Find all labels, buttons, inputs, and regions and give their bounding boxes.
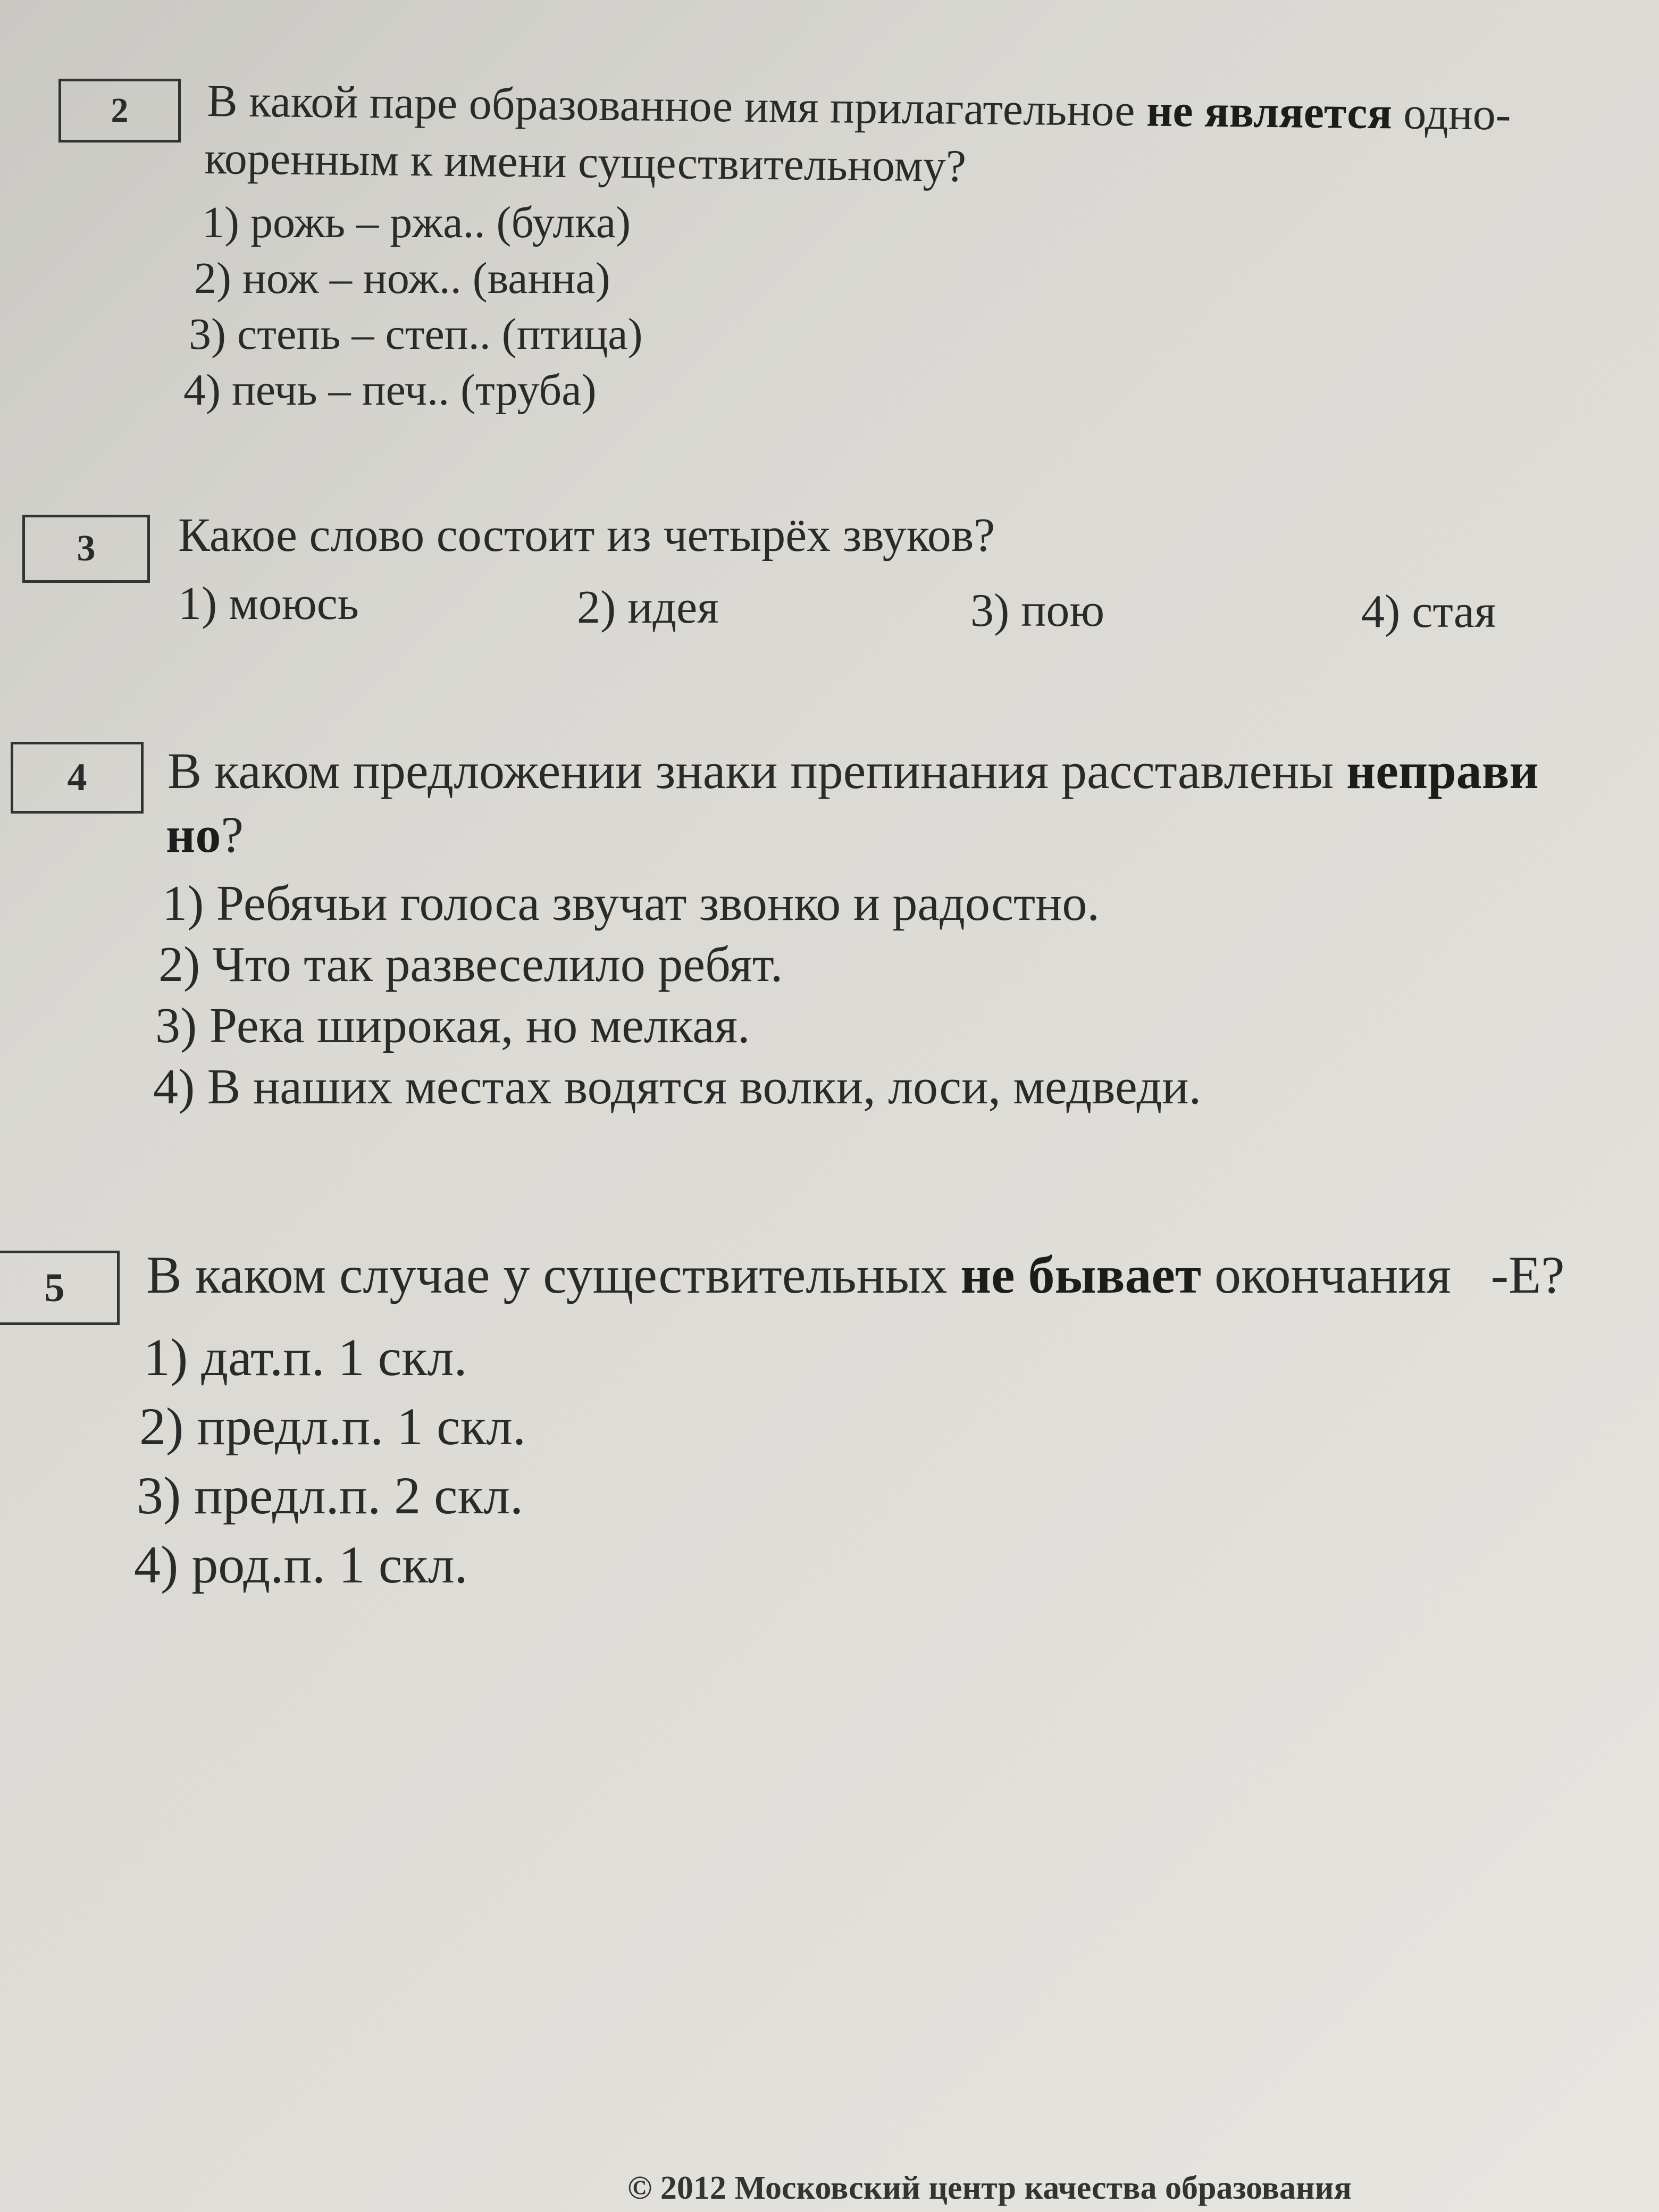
question-emphasis: не является	[1146, 85, 1393, 139]
question-emphasis: неправи	[1346, 742, 1539, 799]
task-question: коренным к имени существительному?	[204, 132, 967, 191]
answer-option: 1) Ребячьи голоса звучат звонко и радостно.	[162, 876, 1100, 931]
answer-option: 1) рожь – ржа.. (булка)	[202, 198, 631, 247]
question-text: В какой паре образованное имя прилагательное	[206, 74, 1147, 136]
task-question	[207, 74, 1511, 141]
answer-option: 2) предл.п. 1 скл.	[139, 1397, 526, 1456]
task-number-box: 3	[22, 515, 150, 583]
answer-option: 3) степь – степ.. (птица)	[189, 309, 643, 359]
answer-option: 1) моюсь	[178, 578, 359, 630]
task-question: Какое слово состоит из четырёх звуков?	[178, 509, 995, 562]
answer-option: 3) предл.п. 2 скл.	[137, 1466, 524, 1525]
question-text: окончания -Е?	[1201, 1245, 1565, 1304]
task-number-box: 5	[0, 1251, 120, 1325]
copyright-footer: © 2012 Московский центр качества образования	[627, 2170, 1352, 2206]
question-text: ?	[221, 806, 244, 863]
question-emphasis: не бывает	[960, 1245, 1202, 1304]
answer-option: 4) род.п. 1 скл.	[134, 1535, 468, 1594]
question-emphasis: но	[166, 806, 221, 863]
answer-option: 3) Река широкая, но мелкая.	[155, 998, 750, 1053]
task-number-box: 4	[11, 742, 144, 814]
answer-option: 2) идея	[577, 582, 719, 633]
question-text: одно-	[1392, 87, 1511, 140]
task-question	[146, 1244, 1565, 1305]
task-question	[167, 742, 1539, 800]
answer-option: 2) нож – нож.. (ванна)	[194, 254, 610, 303]
question-text: В каком случае у существительных	[146, 1245, 961, 1304]
answer-option: 1) дат.п. 1 скл.	[144, 1328, 467, 1387]
answer-option: 3) пою	[970, 585, 1105, 636]
answer-option: 2) Что так развеселило ребят.	[158, 937, 783, 992]
answer-option: 4) В наших местах водятся волки, лоси, медведи.	[153, 1059, 1202, 1115]
task-number-box: 2	[58, 79, 181, 143]
answer-option: 4) стая	[1361, 586, 1496, 638]
question-text: В каком предложении знаки препинания расставлены	[167, 742, 1346, 799]
answer-option: 4) печь – печ.. (труба)	[183, 365, 597, 415]
task-question	[166, 806, 244, 864]
